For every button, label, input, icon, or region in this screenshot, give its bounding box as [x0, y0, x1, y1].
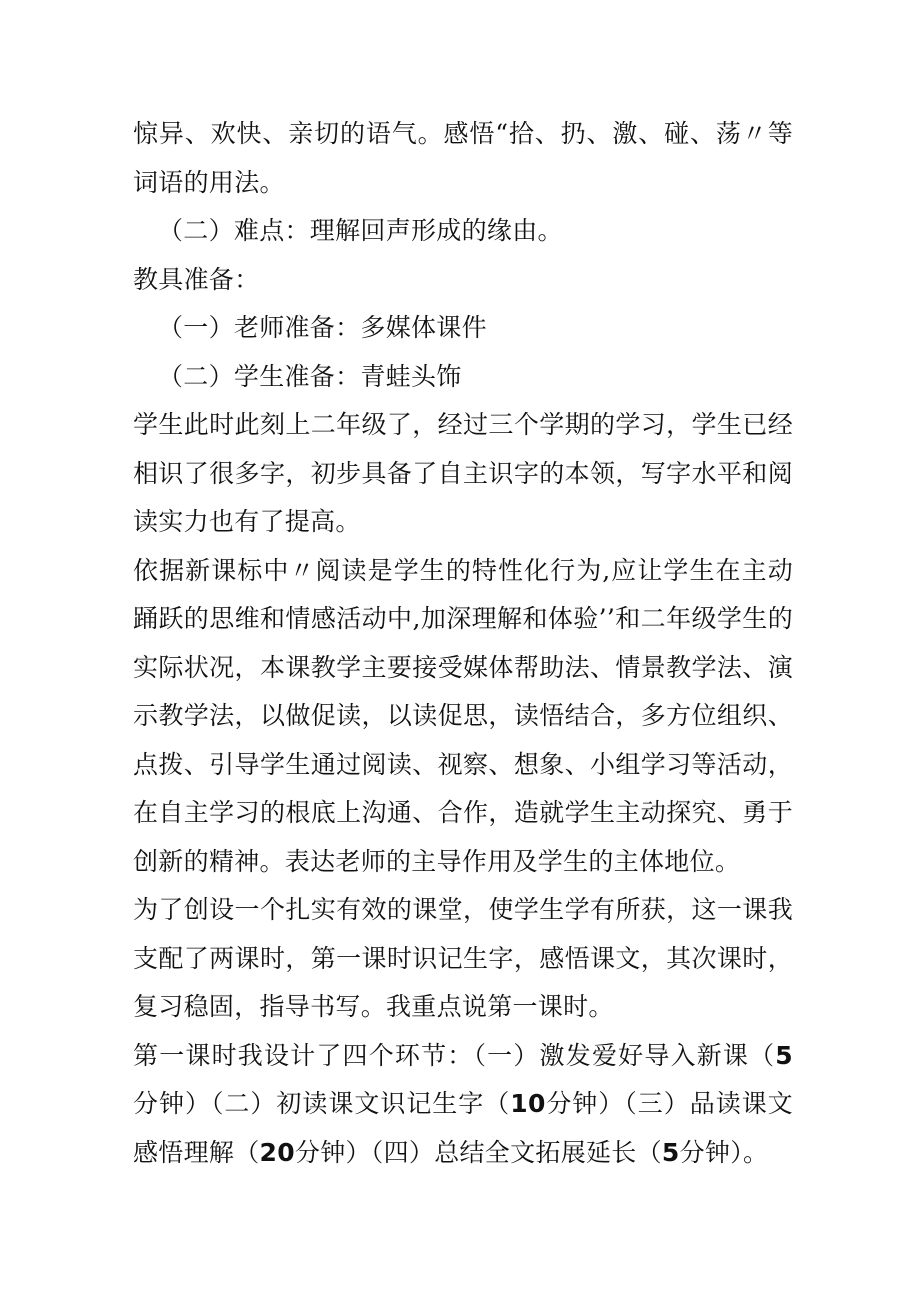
paragraph-difficulty: （二）难点：理解回声形成的缘由。	[158, 216, 563, 245]
section-4-minutes: 5	[661, 1137, 680, 1167]
paragraph-key-points-continued: 惊异、欢快、亲切的语气。感悟“拾、扔、激、碰、荡〃等词语的用法。	[133, 119, 793, 197]
paragraph-student-analysis: 学生此时此刻上二年级了，经过三个学期的学习，学生已经相识了很多字，初步具备了自主识字的本领，写字水平和阅读实力也有了提高。	[133, 410, 793, 536]
sections-text-a: 第一课时我设计了四个环节：（一）激发爱好导入新课（	[133, 1040, 776, 1070]
sections-text-c: 分钟）（三）品读课文感悟理解（	[133, 1089, 793, 1167]
paragraph-lesson-sections	[133, 1032, 793, 1178]
paragraph-student-preparation: （二）学生准备：青蛙头饰	[158, 361, 462, 391]
section-2-minutes: 10	[510, 1089, 546, 1118]
paragraph-teaching-methods: 依据新课标中〃阅读是学生的特性化行为,应让学生在主动踊跃的思维和情感活动中,加深理解和体验’’和二年级学生的实际状况，本课教学主要接受媒体帮助法、情景教学法、演示教学法，以做促读，以读促思，读悟结合，多方位组织、点拨、引导学生通过阅读、视察、想象、小组学习等活动，在自主学习的根底上沟通、合作，造就学生主动探究、勇于创新的精神。表达老师的主导作用及学生的主体地位。	[133, 555, 793, 876]
sections-text-e: 分钟）。	[679, 1137, 769, 1167]
paragraph-lesson-plan: 为了创设一个扎实有效的课堂，使学生学有所获，这一课我支配了两课时，第一课时识记生字，感悟课文，其次课时，复习稳固，指导书写。我重点说第一课时。	[133, 895, 793, 1021]
section-1-minutes: 5	[775, 1040, 793, 1070]
document-body	[133, 110, 793, 1177]
paragraph-teaching-aids-heading: 教具准备：	[133, 264, 260, 294]
sections-text-b: 分钟）（二）初读课文识记生字（	[133, 1089, 511, 1118]
section-3-minutes: 20	[259, 1137, 295, 1167]
paragraph-teacher-preparation: （一）老师准备：多媒体课件	[158, 313, 487, 342]
sections-text-d: 分钟）（四）总结全文拓展延长（	[294, 1137, 662, 1167]
